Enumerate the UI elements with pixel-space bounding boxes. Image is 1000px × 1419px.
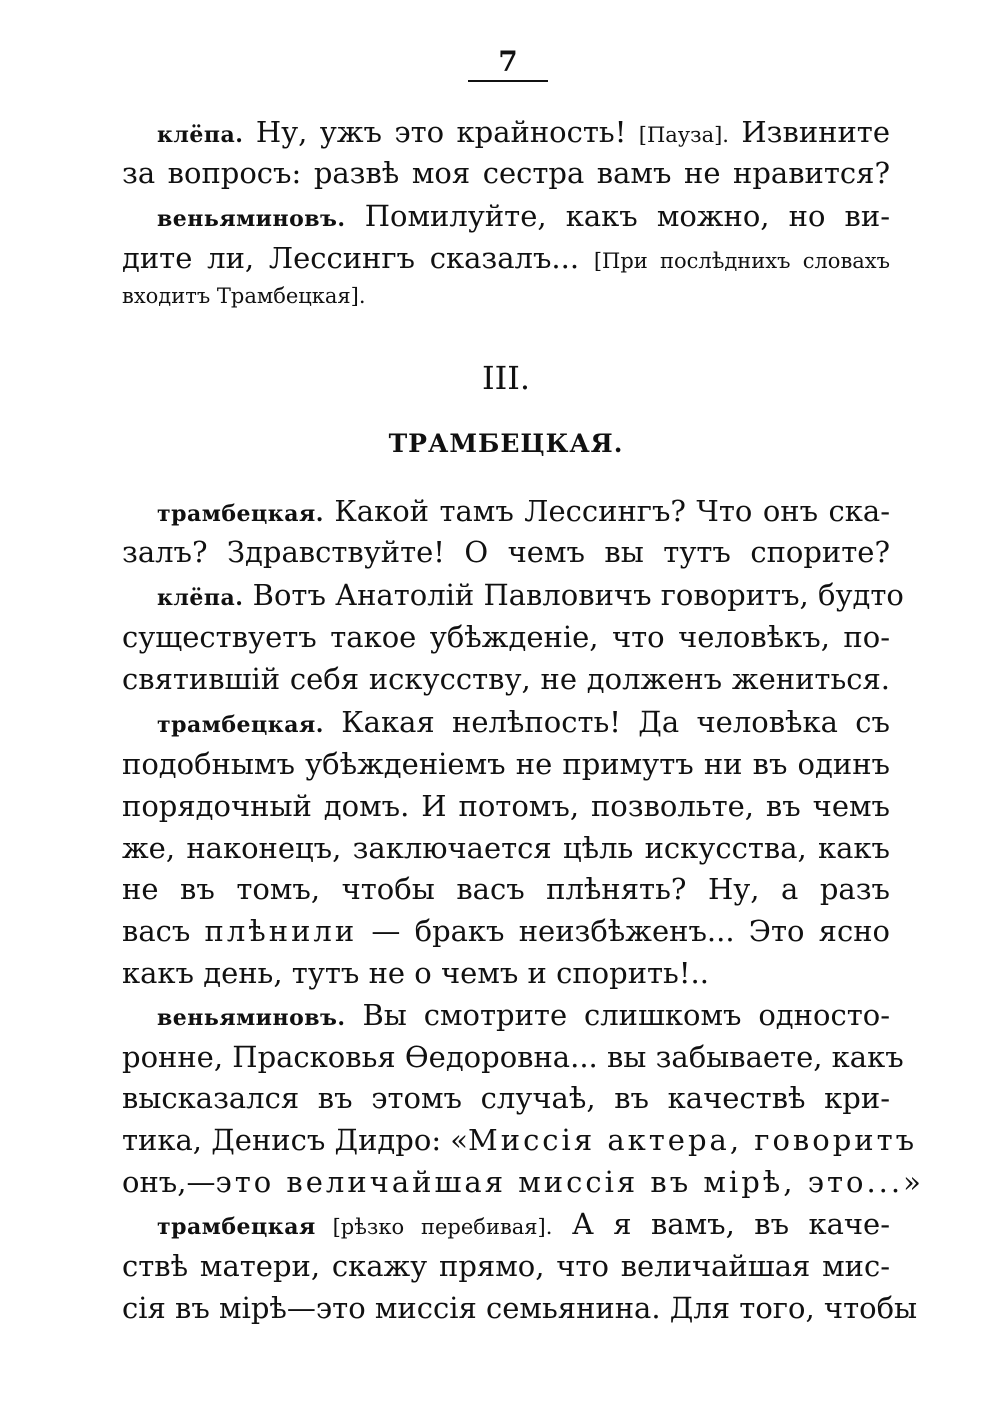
stage-direction: входитъ Трамбецкая].: [122, 284, 366, 308]
text-line: подобнымъ убѣжденіемъ не примутъ ни въ одинъ: [122, 747, 890, 781]
text-line: сія въ мірѣ—это миссія семьянина. Для того, чтобы: [122, 1291, 918, 1325]
text-line: трамбецкая. Какой тамъ Лессингъ? Что онъ ска-: [157, 494, 890, 528]
text-line: же, наконецъ, заключается цѣль искусства, какъ: [122, 831, 890, 865]
text-line: какъ день, тутъ не о чемъ и спорить!..: [122, 956, 709, 990]
text-line: святившій себя искусству, не долженъ жениться.: [122, 662, 890, 696]
text-line: веньяминовъ. Помилуйте, какъ можно, но ви-: [157, 199, 890, 233]
text-line: клёпа. Ну, ужъ это крайность! [Пауза]. Извините: [157, 115, 891, 149]
text-line: веньяминовъ. Вы смотрите слишкомъ односто-: [157, 998, 890, 1032]
text-line: высказался въ этомъ случаѣ, въ качествѣ кри-: [122, 1081, 890, 1115]
text-line: ствѣ матери, скажу прямо, что величайшая мис-: [122, 1249, 890, 1283]
speaker-name: веньяминовъ.: [157, 206, 346, 232]
stage-direction: [При послѣднихъ словахъ: [593, 249, 891, 273]
text-line: онъ,—это величайшая миссія въ мірѣ, это...»: [122, 1165, 921, 1199]
text-line: ронне, Прасковья Ѳедоровна... вы забываете, какъ: [122, 1040, 904, 1074]
scene-title: ТРАМБЕЦКАЯ.: [388, 429, 624, 458]
text-line: залъ? Здравствуйте! О чемъ вы тутъ спорите?: [122, 535, 890, 569]
speaker-name: трамбецкая.: [157, 501, 324, 527]
scene-number: III.: [481, 359, 531, 397]
text-line: трамбецкая [рѣзко перебивая]. А я вамъ, въ каче-: [157, 1207, 890, 1241]
stage-direction: [рѣзко перебивая].: [315, 1215, 553, 1239]
page-number: 7: [468, 46, 548, 82]
text-line: тика, Денисъ Дидро: «Миссія актера, говоритъ: [122, 1123, 918, 1157]
speaker-name: клёпа.: [157, 122, 244, 148]
text-line: клёпа. Вотъ Анатолій Павловичъ говоритъ, будто: [157, 578, 904, 612]
speaker-name: веньяминовъ.: [157, 1005, 346, 1031]
text-line: дите ли, Лессингъ сказалъ... [При послѣднихъ словахъ: [122, 241, 891, 275]
speaker-name: трамбецкая.: [157, 712, 324, 738]
speaker-name: клёпа.: [157, 585, 244, 611]
text-line: не въ томъ, чтобы васъ плѣнять? Ну, а разъ: [122, 872, 890, 906]
text-line: существуетъ такое убѣжденіе, что человѣкъ, по-: [122, 620, 890, 654]
stage-direction: [Пауза].: [638, 123, 729, 147]
text-line: порядочный домъ. И потомъ, позвольте, въ чемъ: [122, 789, 890, 823]
speaker-name: трамбецкая: [157, 1214, 316, 1240]
text-line: [122, 273, 890, 313]
text-line: трамбецкая. Какая нелѣпость! Да человѣка съ: [157, 705, 890, 739]
text-line: васъ плѣнили — бракъ неизбѣженъ... Это ясно: [122, 914, 891, 948]
text-line: за вопросъ: развѣ моя сестра вамъ не нравится?: [122, 156, 890, 190]
